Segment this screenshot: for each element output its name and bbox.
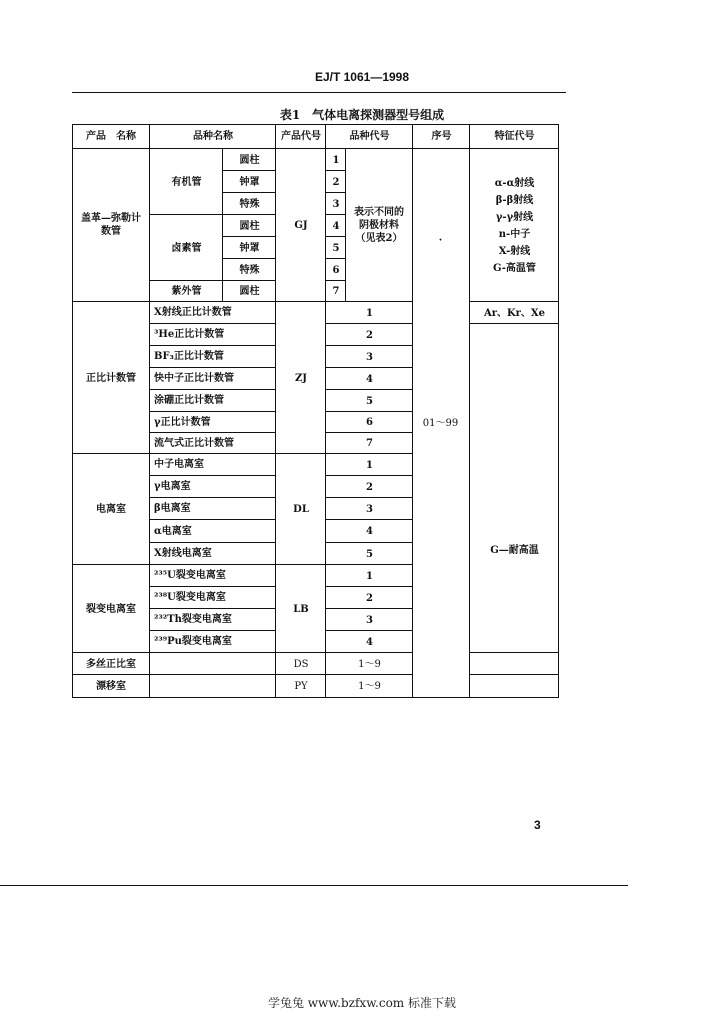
site-watermark-footer: 学兔兔 www.bzfxw.com 标准下载 <box>267 996 457 1010</box>
shape-special: 特殊 <box>222 192 276 215</box>
pc-item: 快中子正比计数管 <box>149 367 275 389</box>
gm-variety-number: 1 <box>325 148 346 171</box>
header-product-code: 产品代号 <box>275 125 326 148</box>
mw-variety-empty <box>149 652 276 675</box>
gm-product-code: GJ <box>275 148 326 302</box>
fc-variety-number: 1 <box>325 564 413 587</box>
ic-variety-number: 5 <box>325 542 413 565</box>
ic-product-code: DL <box>275 453 326 565</box>
ic-variety-number: 1 <box>325 453 413 476</box>
gm-feature-codes <box>469 148 559 302</box>
gm-variety-number: 7 <box>325 280 346 302</box>
serial-range: 01～99 <box>422 417 459 429</box>
gm-variety-number: 2 <box>325 170 346 193</box>
model-composition-table <box>72 124 559 698</box>
ic-item: β电离室 <box>149 497 275 519</box>
fc-variety-number: 3 <box>325 608 413 631</box>
fc-item: ²³⁵U裂变电离室 <box>149 564 275 586</box>
organic-tube-label: 有机管 <box>149 148 223 215</box>
shape-cylinder: 圆柱 <box>222 214 276 237</box>
page-number: 3 <box>534 818 541 832</box>
pc-variety-number: 5 <box>325 389 413 412</box>
header-serial: 序号 <box>412 125 470 148</box>
mw-feature-empty <box>469 652 559 675</box>
dc-variety-range: 1～9 <box>325 674 413 698</box>
uv-tube-label: 紫外管 <box>149 280 223 302</box>
pc-item: 流气式正比计数管 <box>149 432 275 453</box>
mw-variety-range: 1～9 <box>325 652 413 675</box>
header-feature-code: 特征代号 <box>469 125 559 148</box>
fc-item: ²³⁹Pu裂变电离室 <box>149 630 275 652</box>
pc-item: BF₃正比计数管 <box>149 345 275 367</box>
table-caption: 表1 气体电离探测器型号组成 <box>279 108 445 122</box>
pc-variety-number: 4 <box>325 367 413 390</box>
high-temp-feature-cell <box>469 323 559 653</box>
document-code-header: EJ/T 1061—1998 <box>314 70 410 84</box>
proportional-counter-name: 正比计数管 <box>73 301 149 454</box>
ic-item: γ电离室 <box>149 475 275 497</box>
ionization-chamber-name: 电离室 <box>73 453 149 565</box>
halogen-tube-label: 卤素管 <box>149 214 223 281</box>
shape-bell: 钟罩 <box>222 236 276 259</box>
shape-special: 特殊 <box>222 258 276 281</box>
shape-bell: 钟罩 <box>222 170 276 193</box>
shape-cylinder: 圆柱 <box>222 280 276 302</box>
feature-neutron: n-中子 <box>498 228 531 240</box>
pc-variety-number: 3 <box>325 345 413 368</box>
fc-item: ²³²Th裂变电离室 <box>149 608 275 630</box>
feature-alpha: α-α射线 <box>494 177 535 189</box>
feature-high-temp-tube: G-高温管 <box>493 262 536 274</box>
pc-variety-number: 1 <box>325 301 413 324</box>
pc-item: ³He正比计数管 <box>149 323 275 345</box>
header-variety-name: 品种名称 <box>149 125 276 148</box>
pc-gas-feature: Ar、Kr、Xe <box>469 301 559 324</box>
dc-feature-empty <box>469 674 559 698</box>
ic-variety-number: 4 <box>325 519 413 543</box>
feature-gamma: γ-γ射线 <box>495 211 534 223</box>
pc-variety-number: 2 <box>325 323 413 346</box>
fc-item: ²³⁸U裂变电离室 <box>149 586 275 608</box>
ic-item: X射线电离室 <box>149 542 275 564</box>
footer-rule <box>0 885 628 886</box>
high-temp-feature: G—耐高温 <box>490 545 539 556</box>
gm-variety-number: 3 <box>325 192 346 215</box>
pc-item: X射线正比计数管 <box>149 301 275 323</box>
shape-cylinder: 圆柱 <box>222 148 276 171</box>
fission-chamber-name: 裂变电离室 <box>73 564 149 653</box>
feature-xray: X-射线 <box>498 245 531 257</box>
serial-mark: · <box>438 234 443 246</box>
pc-variety-number: 7 <box>325 432 413 454</box>
ic-variety-number: 3 <box>325 497 413 520</box>
gm-variety-number: 4 <box>325 214 346 237</box>
drift-chamber-name: 漂移室 <box>73 674 149 698</box>
cathode-material-note: 表示不同的阴极材料（见表2） <box>345 148 412 301</box>
pc-variety-number: 6 <box>325 411 413 433</box>
multiwire-chamber-name: 多丝正比室 <box>73 652 149 675</box>
pc-product-code: ZJ <box>275 301 326 454</box>
pc-item: γ正比计数管 <box>149 411 275 432</box>
header-variety-code: 品种代号 <box>325 125 413 148</box>
mw-product-code: DS <box>275 652 326 675</box>
gm-variety-number: 5 <box>325 236 346 259</box>
fc-variety-number: 4 <box>325 630 413 653</box>
pc-item: 涂硼正比计数管 <box>149 389 275 411</box>
fc-product-code: LB <box>275 564 326 653</box>
header-product-name: 产品 名称 <box>86 131 136 142</box>
header-rule <box>72 92 566 93</box>
gm-variety-number: 6 <box>325 258 346 281</box>
gm-counter-name: 盖革—弥勒计数管 <box>73 148 149 301</box>
ic-variety-number: 2 <box>325 475 413 498</box>
feature-beta: β-β射线 <box>495 194 534 206</box>
dc-variety-empty <box>149 674 276 698</box>
ic-item: 中子电离室 <box>149 453 275 475</box>
dc-product-code: PY <box>275 674 326 698</box>
fc-variety-number: 2 <box>325 586 413 609</box>
ic-item: α电离室 <box>149 519 275 542</box>
